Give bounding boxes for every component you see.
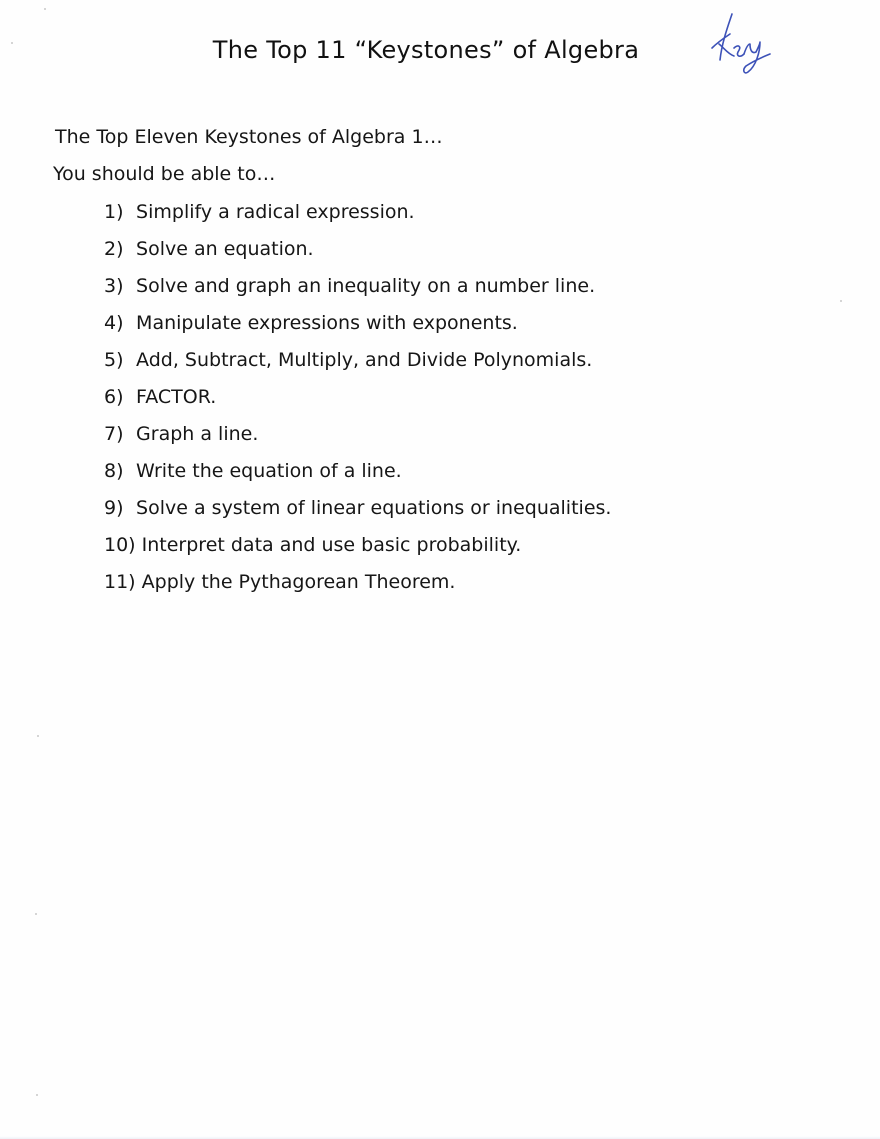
- item-text: FACTOR.: [136, 386, 217, 408]
- list-item: [104, 421, 611, 458]
- intro-subheading: You should be able to…: [53, 163, 276, 185]
- item-number: 9): [104, 497, 124, 519]
- item-text: Graph a line.: [136, 423, 259, 445]
- item-number: 11): [104, 571, 136, 593]
- item-text: Manipulate expressions with exponents.: [136, 312, 518, 334]
- list-item: [104, 236, 611, 273]
- item-number: 3): [104, 275, 124, 297]
- list-item: [104, 273, 611, 310]
- item-text: Write the equation of a line.: [136, 460, 402, 482]
- item-number: 5): [104, 349, 124, 371]
- item-text: Solve an equation.: [136, 238, 314, 260]
- item-number: 10): [104, 534, 136, 556]
- item-text: Solve and graph an inequality on a number line.: [136, 275, 596, 297]
- scan-speck: [37, 735, 39, 737]
- list-item: [104, 347, 611, 384]
- list-item: [104, 384, 611, 421]
- item-number: 7): [104, 423, 124, 445]
- page-title: The Top 11 “Keystones” of Algebra: [212, 36, 640, 64]
- list-item: [104, 569, 611, 606]
- list-item: [104, 458, 611, 495]
- handwritten-key-annotation: [704, 8, 784, 80]
- item-number: 6): [104, 386, 124, 408]
- item-number: 4): [104, 312, 124, 334]
- list-item: [104, 310, 611, 347]
- item-number: 1): [104, 201, 124, 223]
- scan-speck: [44, 8, 46, 10]
- list-item: [104, 199, 611, 236]
- item-text: Apply the Pythagorean Theorem.: [141, 571, 456, 593]
- keystones-list: [104, 199, 611, 606]
- item-text: Solve a system of linear equations or inequalities.: [136, 497, 612, 519]
- item-text: Interpret data and use basic probability.: [141, 534, 522, 556]
- scan-speck: [11, 42, 13, 44]
- item-text: Add, Subtract, Multiply, and Divide Polynomials.: [136, 349, 593, 371]
- list-item: [104, 495, 611, 532]
- scan-speck: [840, 300, 842, 302]
- item-text: Simplify a radical expression.: [136, 201, 415, 223]
- list-item: [104, 532, 611, 569]
- item-number: 2): [104, 238, 124, 260]
- scan-speck: [36, 1094, 38, 1096]
- item-number: 8): [104, 460, 124, 482]
- intro-heading: The Top Eleven Keystones of Algebra 1…: [55, 126, 443, 148]
- scan-speck: [35, 913, 37, 915]
